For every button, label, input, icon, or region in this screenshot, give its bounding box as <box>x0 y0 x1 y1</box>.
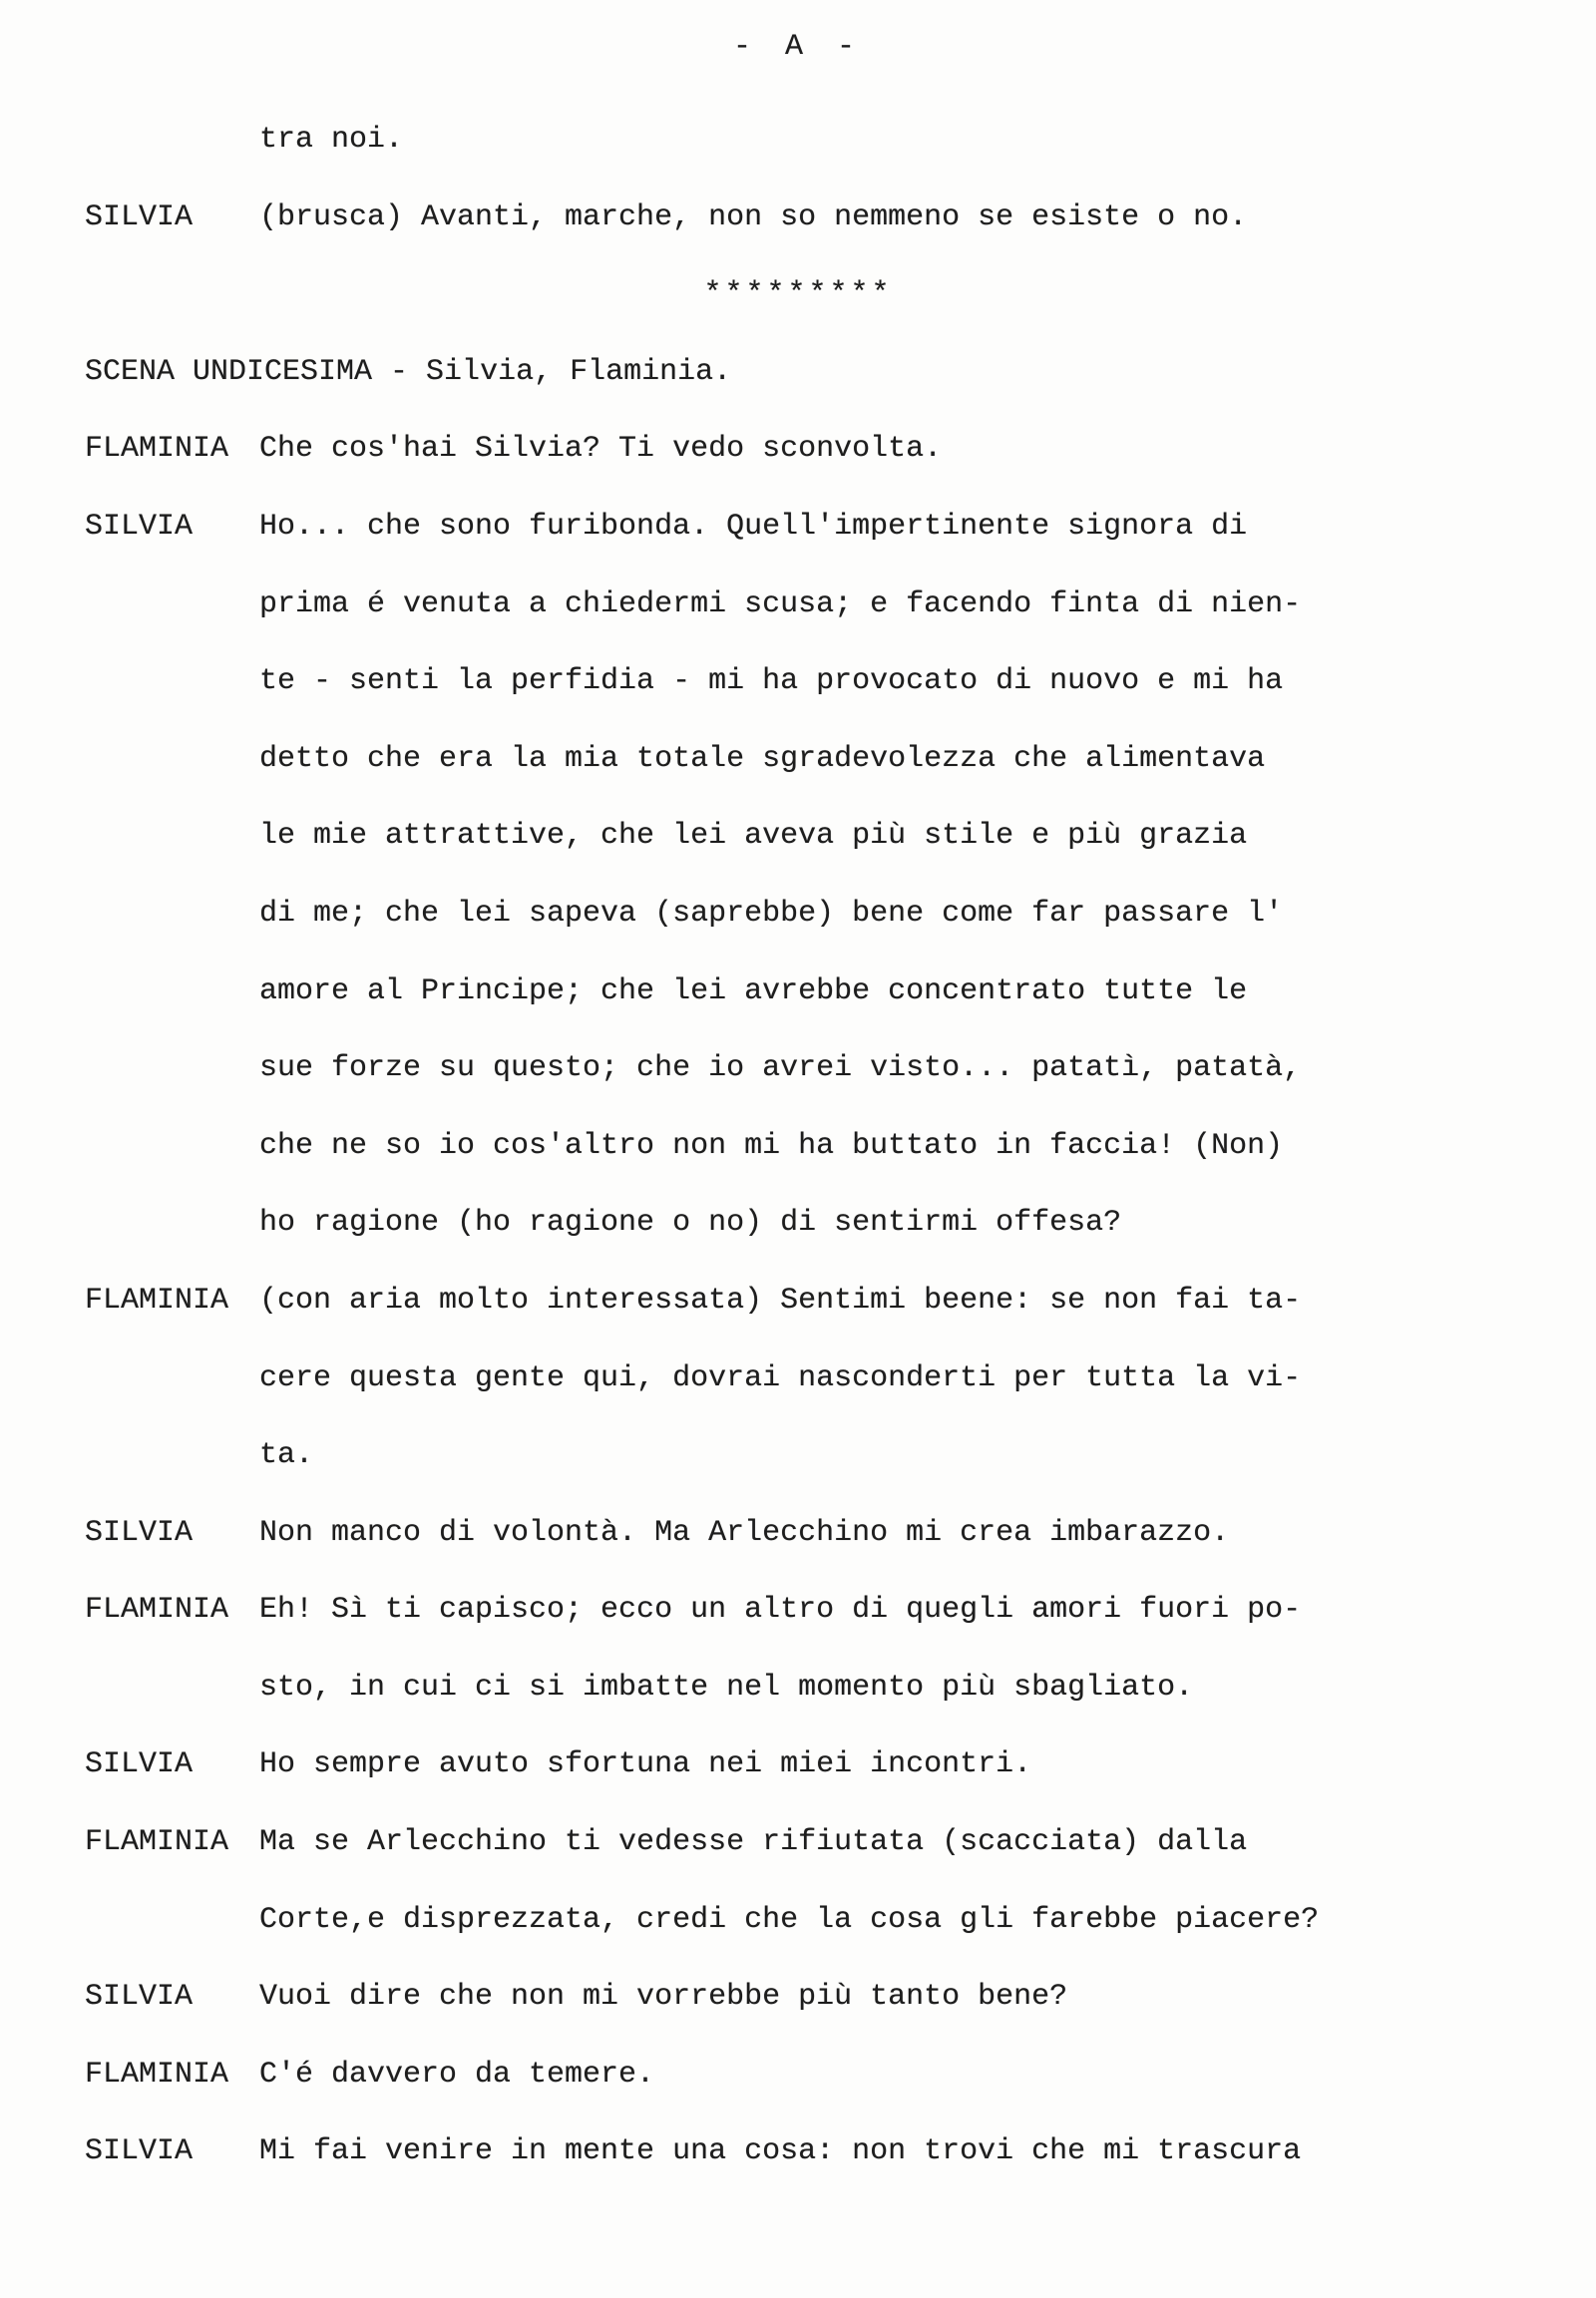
script-line <box>0 737 1596 815</box>
script-line <box>0 1433 1596 1511</box>
dialogue-text: detto che era la mia totale sgradevolezza che alimentava <box>259 741 1266 776</box>
scene-separator <box>0 272 1596 350</box>
speaker-name: FLAMINIA <box>85 1825 229 1860</box>
dialogue-text: Corte,e disprezzata, credi che la cosa gli farebbe piacere? <box>259 1902 1320 1937</box>
dialogue-text: Ho sempre avuto sfortuna nei miei incontri. <box>259 1747 1032 1782</box>
dialogue-text: Mi fai venire in mente una cosa: non trovi che mi trascura <box>259 2134 1302 2169</box>
script-line <box>0 1511 1596 1589</box>
script-line <box>0 659 1596 737</box>
page-number: - A - <box>732 30 863 64</box>
dialogue-text: prima é venuta a chiedermi scusa; e facendo finta di nien- <box>259 586 1302 621</box>
speaker-name: SILVIA <box>85 1747 194 1782</box>
script-line <box>0 814 1596 892</box>
script-line <box>0 1046 1596 1124</box>
dialogue-text: ho ragione (ho ragione o no) di sentirmi offesa? <box>259 1206 1122 1241</box>
dialogue-text: Eh! Sì ti capisco; ecco un altro di quegli amori fuori po- <box>259 1593 1302 1628</box>
speaker-name: SILVIA <box>85 199 194 234</box>
speaker-name: SILVIA <box>85 509 194 544</box>
script-line <box>0 969 1596 1047</box>
scene-heading <box>0 350 1596 428</box>
dialogue-text: C'é davvero da temere. <box>259 2057 655 2092</box>
dialogue-text: ta. <box>259 1438 314 1473</box>
dialogue-text: cere questa gente qui, dovrai nasconderti per tutta la vi- <box>259 1360 1302 1395</box>
separator-asterisks: ********* <box>703 277 893 312</box>
speaker-name: SILVIA <box>85 1980 194 2015</box>
speaker-name: SILVIA <box>85 1515 194 1550</box>
speaker-name: FLAMINIA <box>85 1593 229 1628</box>
dialogue-text: che ne so io cos'altro non mi ha buttato in faccia! (Non) <box>259 1128 1284 1163</box>
script-line <box>0 2129 1596 2207</box>
scene-heading-text: SCENA UNDICESIMA - Silvia, Flaminia. <box>85 354 732 389</box>
script-line <box>0 505 1596 582</box>
speaker-name: FLAMINIA <box>85 2057 229 2092</box>
dialogue-text: sue forze su questo; che io avrei visto... patatì, patatà, <box>259 1051 1302 1086</box>
dialogue-text: Vuoi dire che non mi vorrebbe più tanto bene? <box>259 1980 1068 2015</box>
dialogue-text: te - senti la perfidia - mi ha provocato di nuovo e mi ha <box>259 664 1284 699</box>
script-line <box>0 195 1596 273</box>
script-line <box>0 892 1596 969</box>
dialogue-text: (con aria molto interessata) Sentimi beene: se non fai ta- <box>259 1283 1302 1318</box>
script-line <box>0 1279 1596 1356</box>
dialogue-text: sto, in cui ci si imbatte nel momento più sbagliato. <box>259 1670 1194 1705</box>
script-line <box>0 1898 1596 1976</box>
script-line <box>0 2053 1596 2130</box>
script-line <box>0 1666 1596 1743</box>
script-line <box>0 1356 1596 1434</box>
script-line <box>0 427 1596 505</box>
script-body <box>0 118 1596 2207</box>
script-line <box>0 1975 1596 2053</box>
dialogue-text: amore al Principe; che lei avrebbe concentrato tutte le <box>259 973 1248 1008</box>
dialogue-text: Ma se Arlecchino ti vedesse rifiutata (scacciata) dalla <box>259 1825 1248 1860</box>
dialogue-text: (brusca) Avanti, marche, non so nemmeno se esiste o no. <box>259 199 1248 234</box>
script-line <box>0 1124 1596 1202</box>
speaker-name: SILVIA <box>85 2134 194 2169</box>
dialogue-text: tra noi. <box>259 123 404 157</box>
dialogue-text: di me; che lei sapeva (saprebbe) bene come far passare l' <box>259 896 1284 931</box>
script-line <box>0 582 1596 660</box>
speaker-name: FLAMINIA <box>85 1283 229 1318</box>
dialogue-text: le mie attrattive, che lei aveva più stile e più grazia <box>259 819 1248 854</box>
script-line <box>0 1201 1596 1279</box>
speaker-name: FLAMINIA <box>85 432 229 467</box>
dialogue-text: Che cos'hai Silvia? Ti vedo sconvolta. <box>259 432 943 467</box>
script-line <box>0 1742 1596 1820</box>
dialogue-text: Non manco di volontà. Ma Arlecchino mi crea imbarazzo. <box>259 1515 1230 1550</box>
script-line <box>0 118 1596 195</box>
script-line <box>0 1820 1596 1898</box>
dialogue-text: Ho... che sono furibonda. Quell'impertinente signora di <box>259 509 1248 544</box>
script-line <box>0 1588 1596 1666</box>
